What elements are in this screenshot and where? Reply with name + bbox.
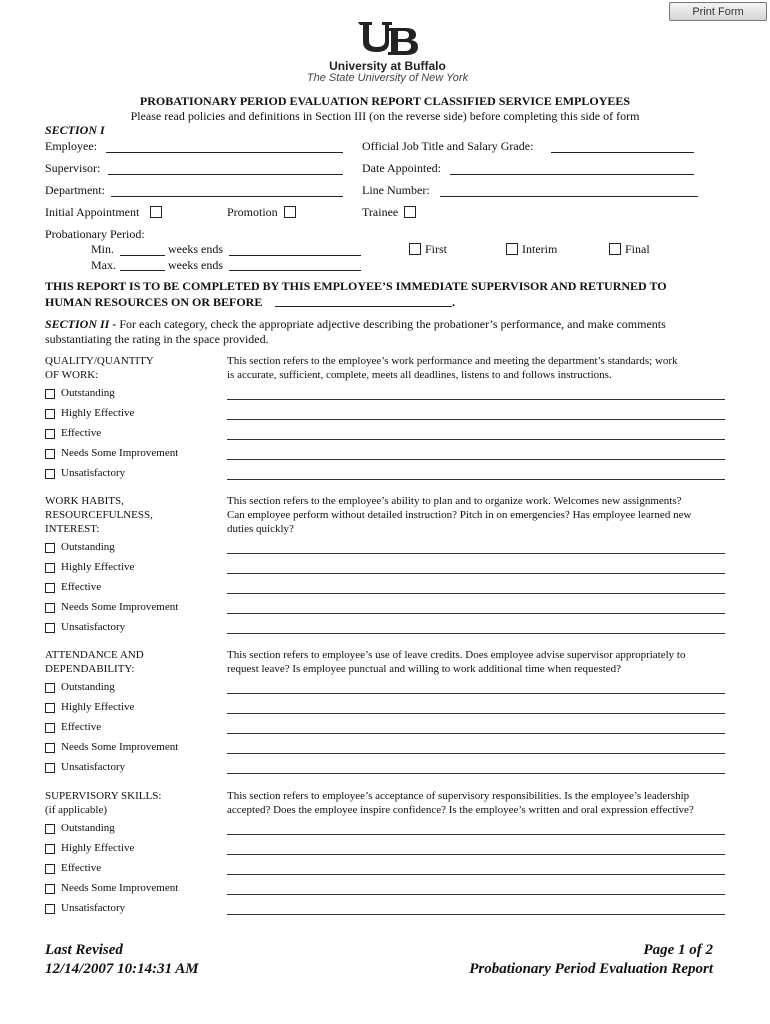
interim-checkbox[interactable] xyxy=(506,243,518,255)
comment-line[interactable] xyxy=(227,914,725,915)
category-description-line: This section refers to employee’s use of leave credits. Does employee advise supervisor appropriately to xyxy=(227,649,686,661)
comment-line[interactable] xyxy=(227,459,725,460)
rating-checkbox[interactable] xyxy=(45,543,55,553)
rating-label: Needs Some Improvement xyxy=(61,882,179,894)
category-description-line: request leave? Is employee punctual and willing to work additional time when requested? xyxy=(227,663,622,675)
section-2-intro-line-2: substantiating the rating in the space provided. xyxy=(45,332,269,346)
rating-checkbox[interactable] xyxy=(45,904,55,914)
line-number-field[interactable] xyxy=(440,196,698,197)
category-title-line: INTEREST: xyxy=(45,523,100,535)
section-1-heading: SECTION I xyxy=(45,123,105,137)
form-title: PROBATIONARY PERIOD EVALUATION REPORT CLASSIFIED SERVICE EMPLOYEES xyxy=(139,94,631,108)
notice-line-1: THIS REPORT IS TO BE COMPLETED BY THIS EMPLOYEE’S IMMEDIATE SUPERVISOR AND RETURNED TO xyxy=(45,279,667,293)
comment-line[interactable] xyxy=(227,633,725,634)
category-description-line: Can employee perform without detailed instruction? Pitch in on emergencies? Has employee learned new xyxy=(227,509,692,521)
rating-label: Outstanding xyxy=(61,822,115,834)
category-title-line: OF WORK: xyxy=(45,369,99,381)
report-name: Probationary Period Evaluation Report xyxy=(469,961,713,977)
category-description-line: This section refers to employee’s acceptance of supervisory responsibilities. Is the employee’s leadership xyxy=(227,790,690,802)
rating-label: Highly Effective xyxy=(61,701,135,713)
rating-checkbox[interactable] xyxy=(45,429,55,439)
comment-line[interactable] xyxy=(227,593,725,594)
line-number-label: Line Number: xyxy=(362,183,430,197)
footer-right xyxy=(469,941,713,979)
min-weeks-ends-label: weeks ends xyxy=(168,242,223,256)
rating-checkbox[interactable] xyxy=(45,469,55,479)
rating-label: Unsatisfactory xyxy=(61,902,126,914)
revision-timestamp: 12/14/2007 10:14:31 AM xyxy=(45,961,199,977)
ub-logo-mark xyxy=(300,20,475,58)
employee-label: Employee: xyxy=(45,139,97,153)
rating-checkbox[interactable] xyxy=(45,603,55,613)
rating-label: Outstanding xyxy=(61,541,115,553)
comment-line[interactable] xyxy=(227,553,725,554)
suny-name: The State University of New York xyxy=(306,72,469,84)
comment-line[interactable] xyxy=(227,773,725,774)
min-ends-date-field[interactable] xyxy=(229,255,361,256)
rating-label: Highly Effective xyxy=(61,842,135,854)
employee-field[interactable] xyxy=(106,152,343,153)
rating-label: Highly Effective xyxy=(61,407,135,419)
category-title-line: QUALITY/QUANTITY xyxy=(45,355,154,367)
final-checkbox[interactable] xyxy=(609,243,621,255)
category-title-line: DEPENDABILITY: xyxy=(45,663,135,675)
date-appointed-label: Date Appointed: xyxy=(362,161,441,175)
rating-label: Effective xyxy=(61,427,102,439)
rating-label: Needs Some Improvement xyxy=(61,601,179,613)
department-label: Department: xyxy=(45,183,105,197)
comment-line[interactable] xyxy=(227,573,725,574)
category-title-line: RESOURCEFULNESS, xyxy=(45,509,153,521)
footer-left xyxy=(45,941,199,979)
section-2-heading: SECTION II - xyxy=(45,317,117,331)
promotion-label: Promotion xyxy=(227,205,278,219)
comment-line[interactable] xyxy=(227,613,725,614)
rating-label: Unsatisfactory xyxy=(61,467,126,479)
promotion-checkbox[interactable] xyxy=(284,206,296,218)
due-date-field[interactable] xyxy=(275,306,452,307)
rating-label: Needs Some Improvement xyxy=(61,741,179,753)
category-description-line: accepted? Does the employee inspire confidence? Is the employee’s written and oral expression effective? xyxy=(227,804,694,816)
trainee-checkbox[interactable] xyxy=(404,206,416,218)
last-revised-label: Last Revised xyxy=(45,942,123,958)
job-title-field[interactable] xyxy=(551,152,694,153)
rating-checkbox[interactable] xyxy=(45,563,55,573)
rating-checkbox[interactable] xyxy=(45,864,55,874)
rating-checkbox[interactable] xyxy=(45,623,55,633)
first-checkbox[interactable] xyxy=(409,243,421,255)
date-appointed-field[interactable] xyxy=(450,174,694,175)
initial-appointment-label: Initial Appointment xyxy=(45,205,140,219)
comment-line[interactable] xyxy=(227,713,725,714)
category-title-line: WORK HABITS, xyxy=(45,495,124,507)
rating-checkbox[interactable] xyxy=(45,723,55,733)
first-label: First xyxy=(425,242,448,256)
job-title-label: Official Job Title and Salary Grade: xyxy=(362,139,534,153)
rating-label: Unsatisfactory xyxy=(61,761,126,773)
rating-checkbox[interactable] xyxy=(45,884,55,894)
initial-appointment-checkbox[interactable] xyxy=(150,206,162,218)
university-name: University at Buffalo xyxy=(329,59,446,73)
notice-period: . xyxy=(452,295,455,309)
trainee-label: Trainee xyxy=(362,205,399,219)
comment-line[interactable] xyxy=(227,399,725,400)
rating-label: Effective xyxy=(61,721,102,733)
rating-label: Needs Some Improvement xyxy=(61,447,179,459)
comment-line[interactable] xyxy=(227,874,725,875)
section-2-intro-line-1: For each category, check the appropriate adjective describing the probationer’s performance, and make comments xyxy=(119,317,666,331)
comment-line[interactable] xyxy=(227,693,725,694)
rating-label: Unsatisfactory xyxy=(61,621,126,633)
rating-label: Highly Effective xyxy=(61,561,135,573)
comment-line[interactable] xyxy=(227,439,725,440)
comment-line[interactable] xyxy=(227,753,725,754)
supervisor-field[interactable] xyxy=(108,174,343,175)
category-description-line: duties quickly? xyxy=(227,523,294,535)
final-label: Final xyxy=(625,242,650,256)
interim-label: Interim xyxy=(522,242,558,256)
rating-checkbox[interactable] xyxy=(45,683,55,693)
category-title-line: (if applicable) xyxy=(45,804,107,816)
max-ends-date-field[interactable] xyxy=(229,270,361,271)
category-title-line: SUPERVISORY SKILLS: xyxy=(45,790,162,802)
section-2-intro xyxy=(45,317,666,332)
rating-label: Outstanding xyxy=(61,681,115,693)
comment-line[interactable] xyxy=(227,854,725,855)
ub-logo xyxy=(300,20,475,84)
rating-checkbox[interactable] xyxy=(45,824,55,834)
category-title-line: ATTENDANCE AND xyxy=(45,649,144,661)
rating-checkbox[interactable] xyxy=(45,703,55,713)
rating-checkbox[interactable] xyxy=(45,449,55,459)
rating-checkbox[interactable] xyxy=(45,409,55,419)
comment-line[interactable] xyxy=(227,419,725,420)
department-field[interactable] xyxy=(111,196,343,197)
max-weeks-ends-label: weeks ends xyxy=(168,258,223,272)
rating-checkbox[interactable] xyxy=(45,583,55,593)
print-form-button[interactable]: Print Form xyxy=(669,2,767,21)
category-description-line: This section refers to the employee’s ability to plan and to organize work. Welcomes new assignments? xyxy=(227,495,682,507)
rating-label: Outstanding xyxy=(61,387,115,399)
category-description-line: is accurate, sufficient, complete, meets all deadlines, listens to and follows instructions. xyxy=(227,369,612,381)
comment-line[interactable] xyxy=(227,834,725,835)
rating-checkbox[interactable] xyxy=(45,743,55,753)
rating-label: Effective xyxy=(61,581,102,593)
notice-line-2: HUMAN RESOURCES ON OR BEFORE xyxy=(45,295,263,309)
probationary-period-label: Probationary Period: xyxy=(45,227,145,241)
rating-checkbox[interactable] xyxy=(45,389,55,399)
min-weeks-field[interactable] xyxy=(120,255,165,256)
min-label: Min. xyxy=(91,242,115,256)
comment-line[interactable] xyxy=(227,479,725,480)
rating-checkbox[interactable] xyxy=(45,844,55,854)
category-description-line: This section refers to the employee’s work performance and meeting the department’s standards; work xyxy=(227,355,678,367)
comment-line[interactable] xyxy=(227,733,725,734)
supervisor-label: Supervisor: xyxy=(45,161,101,175)
max-weeks-field[interactable] xyxy=(120,270,165,271)
rating-checkbox[interactable] xyxy=(45,763,55,773)
form-subtitle: Please read policies and definitions in Section III (on the reverse side) before completing this side of form xyxy=(130,109,640,123)
rating-label: Effective xyxy=(61,862,102,874)
max-label: Max. xyxy=(91,258,116,272)
comment-line[interactable] xyxy=(227,894,725,895)
page-number: Page 1 of 2 xyxy=(643,942,713,958)
